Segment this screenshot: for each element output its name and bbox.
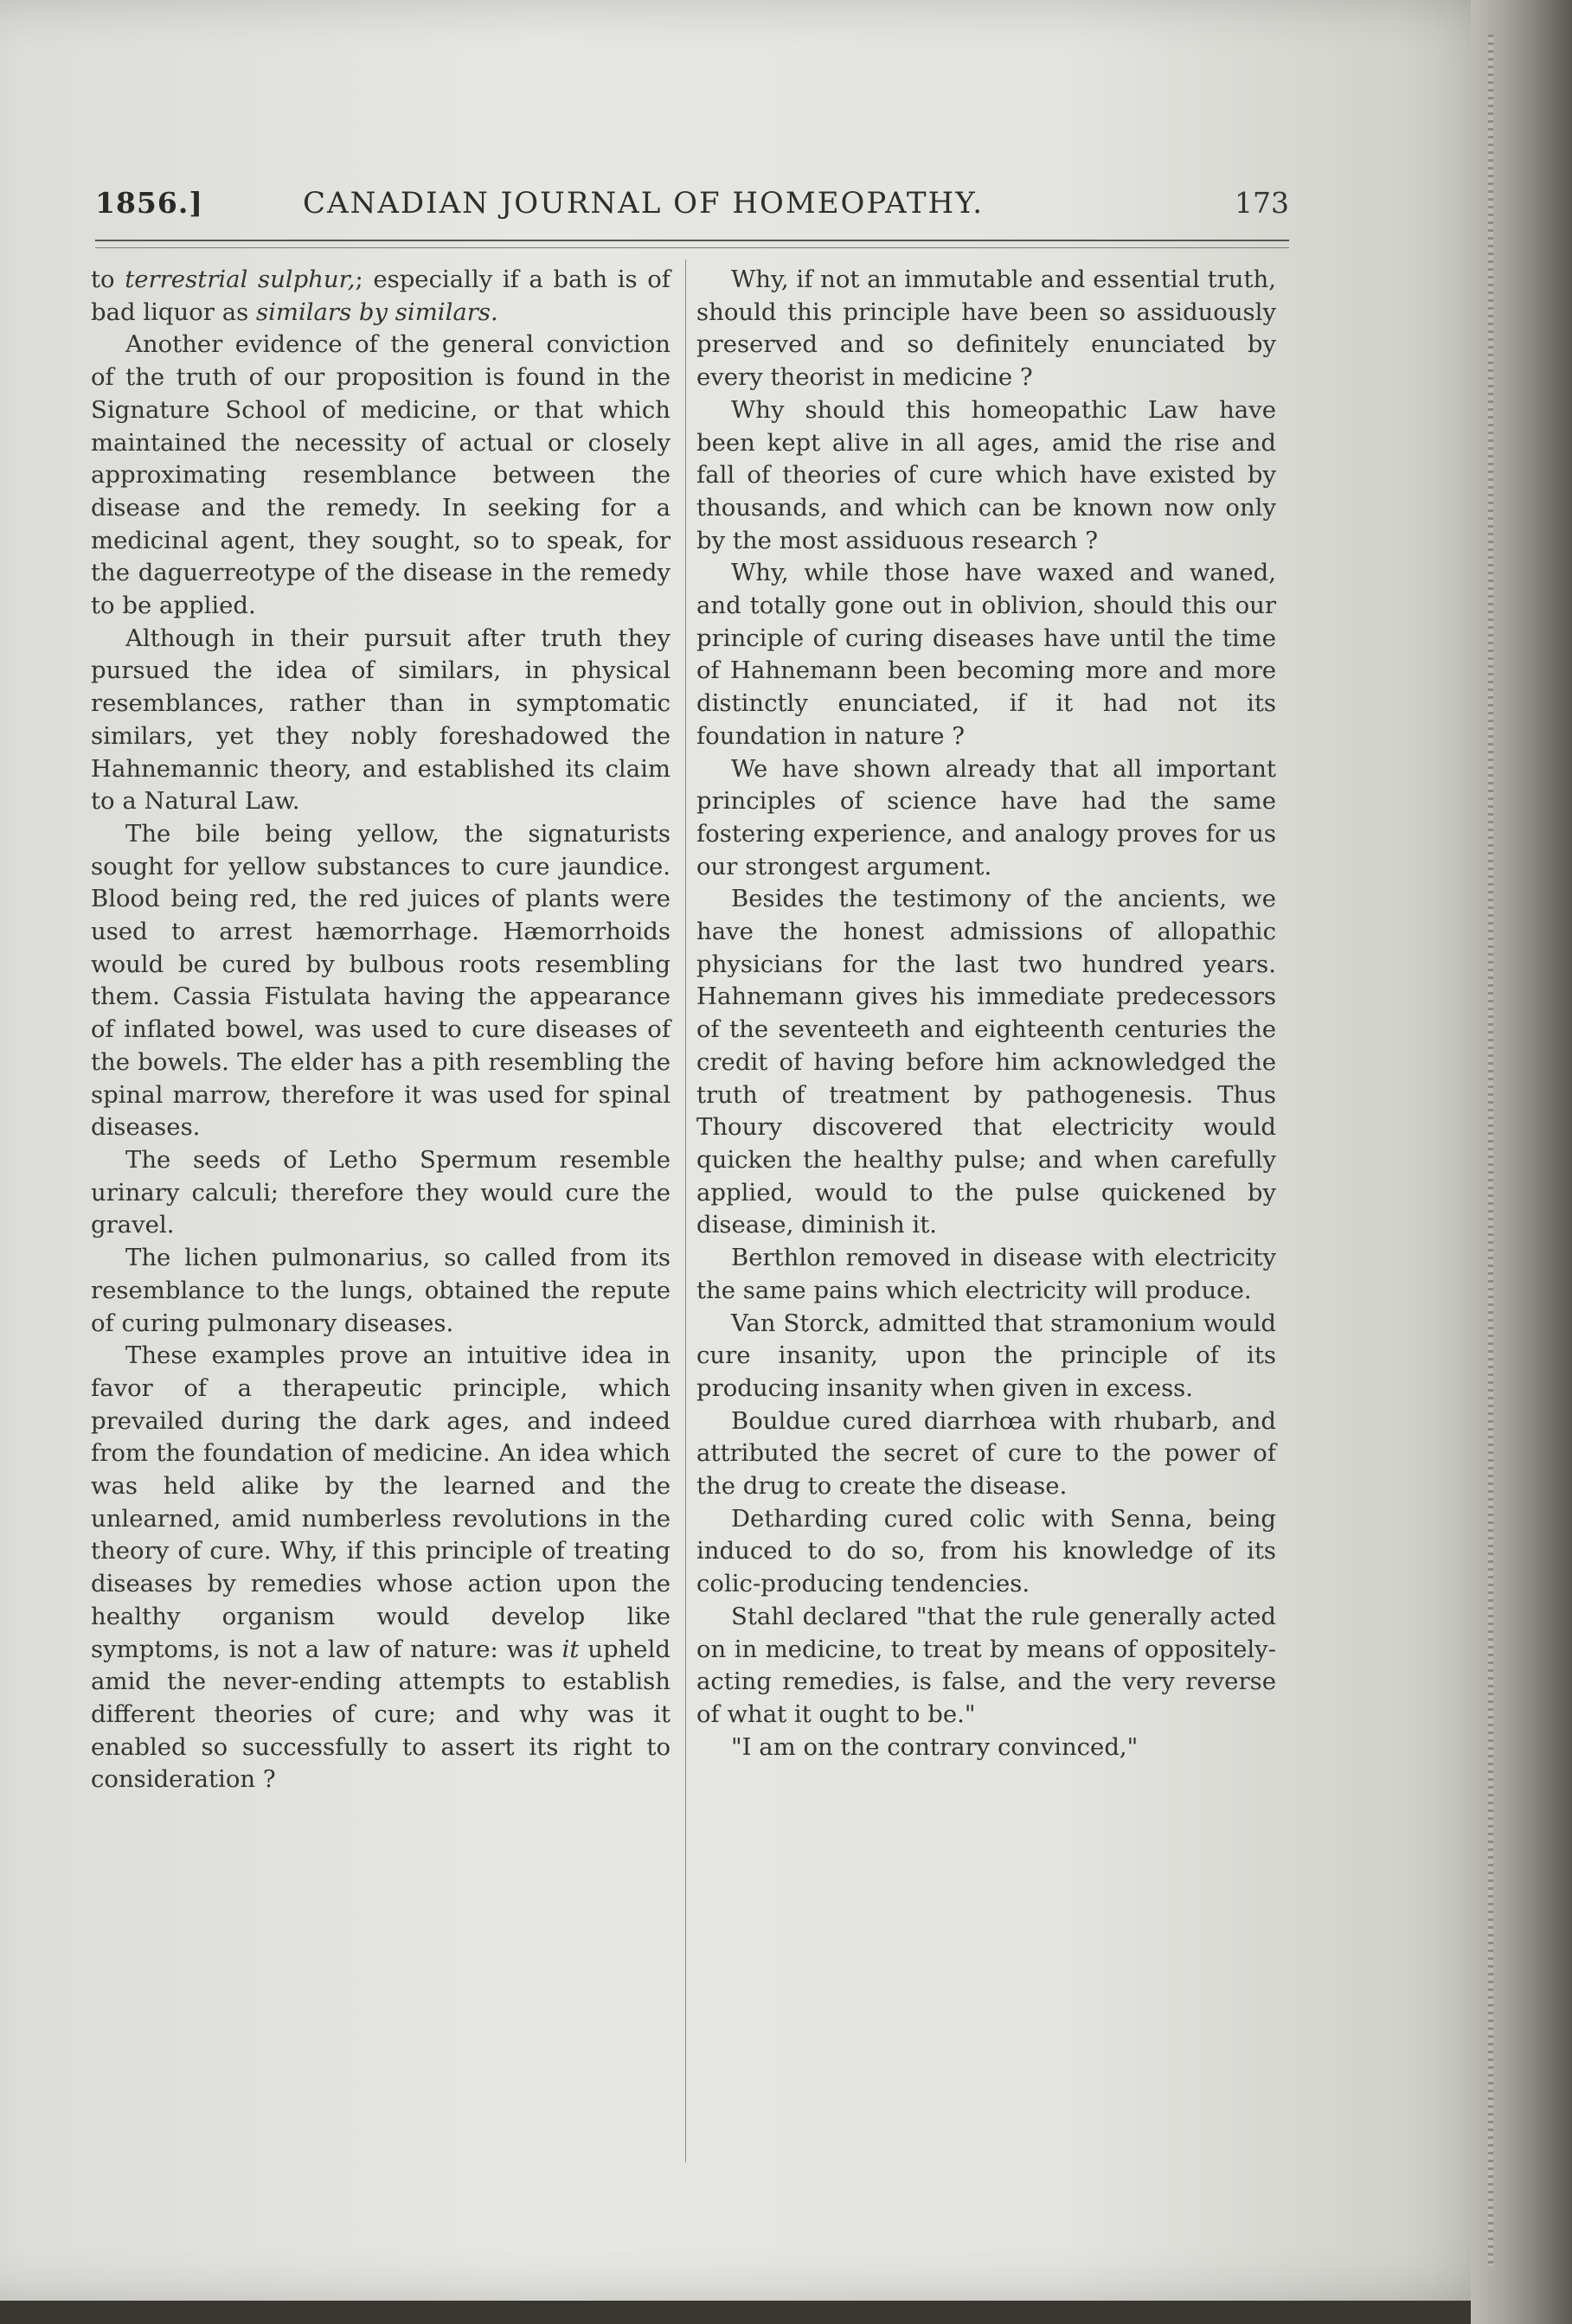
left-paragraph-2: Another evidence of the general conviction of the truth of our proposition is found in the Signature School of medicine, or that which maintained the necessity of actual or closely approximating resemblance between the disease and the remedy. In seeking for a medicinal agent, they sought, so to speak, for the daguerreotype of the disease in the remedy to be applied. [91,330,671,620]
header-page-number: 173 [1235,186,1289,220]
header-journal-title: CANADIAN JOURNAL OF HOMEOPATHY. [303,186,985,221]
left-column [91,264,671,1796]
italic-text: it [561,1635,580,1663]
header-rule-bottom [95,247,1289,248]
right-paragraph-8: Bouldue cured diarrhœa with rhubarb, and attributed the secret of cure to the power of the drug to create the disease. [696,1406,1276,1501]
running-header [95,186,1289,238]
right-paragraph-1: Why, if not an immutable and essential truth, should this principle have been so assiduously preserved and so definitely enunciated by every theorist in medicine ? [696,266,1276,392]
left-paragraph-1: to terrestrial sulphur,; especially if a bath is of bad liquor as similars by similars. [91,266,671,326]
right-paragraph-3: Why, while those have waxed and waned, and totally gone out in oblivion, should this our principle of curing diseases have until the time of Hahnemann been becoming more and more distinctly enunciated, if it had not its foundation in nature ? [696,559,1276,750]
right-paragraph-5: Besides the testimony of the ancients, we have the honest admissions of allopathic physicians for the last two hundred years. Hahnemann gives his immediate predecessors of the seventeeth and eighteenth centuries the credit of having before him acknowledged the truth of treatment by pathogenesis. Thus Thoury discovered that electricity would quicken the healthy pulse; and when carefully applied, would to the pulse quickened by disease, diminish it. [696,885,1276,1239]
left-paragraph-3: Although in their pursuit after truth they pursued the idea of similars, in physical resemblances, rather than in symptomatic similars, yet they nobly foreshadowed the Hahnemannic theory, and established its claim to a Natural Law. [91,624,671,816]
book-page-edge [1471,0,1572,2324]
right-paragraph-10: Stahl declared "that the rule generally acted on in medicine, to treat by means of oppositely-acting remedies, is false, and the very reverse of what it ought to be." [696,1602,1276,1728]
right-paragraph-7: Van Storck, admitted that stramonium would cure insanity, upon the principle of its producing insanity when given in excess. [696,1309,1276,1402]
header-rule-top [95,240,1289,241]
left-paragraph-4: The bile being yellow, the signaturists sought for yellow substances to cure jaundice. Blood being red, the red juices of plants were used to arrest hæmorrhage. Hæmorrhoids would be cured by bulbous roots resembling them. Cassia Fistulata having the appearance of inflated bowel, was used to cure diseases of the bowels. The elder has a pith resembling the spinal marrow, therefore it was used for spinal diseases. [91,819,671,1142]
right-paragraph-4: We have shown already that all important principles of science have had the same fostering experience, and analogy proves for us our strongest argument. [696,754,1276,880]
right-paragraph-6: Berthlon removed in disease with electricity the same pains which electricity will produce. [696,1244,1276,1304]
right-paragraph-2: Why should this homeopathic Law have been kept alive in all ages, amid the rise and fall of theories of cure which have existed by thousands, and which can be known now only by the most assiduous research ? [696,395,1276,554]
italic-text: terrestrial sulphur, [125,266,356,293]
right-column [696,264,1276,1764]
left-paragraph-7: These examples prove an intuitive idea in favor of a therapeutic principle, which prevailed during the dark ages, and indeed from the foundation of medicine. An idea which was held alike by the learned and the unlearned, amid numberless revolutions in the theory of cure. Why, if this principle of treating diseases by remedies whose action upon the healthy organism would develop like symptoms, is not a law of nature: was it upheld amid the never-ending attempts to establish different theories of cure; and why was it enabled so successfully to assert its right to consideration ? [91,1341,671,1794]
left-paragraph-5: The seeds of Letho Spermum resemble urinary calculi; therefore they would cure the gravel. [91,1145,671,1239]
left-paragraph-6: The lichen pulmonarius, so called from its resemblance to the lungs, obtained the repute of curing pulmonary diseases. [91,1244,671,1337]
right-paragraph-9: Detharding cured colic with Senna, being induced to do so, from his knowledge of its colic-producing tendencies. [696,1504,1276,1598]
italic-text: similars by similars. [255,298,498,326]
column-divider [685,259,686,2162]
right-paragraph-11: "I am on the contrary convinced," [731,1732,1139,1761]
header-year: 1856.] [95,186,203,220]
